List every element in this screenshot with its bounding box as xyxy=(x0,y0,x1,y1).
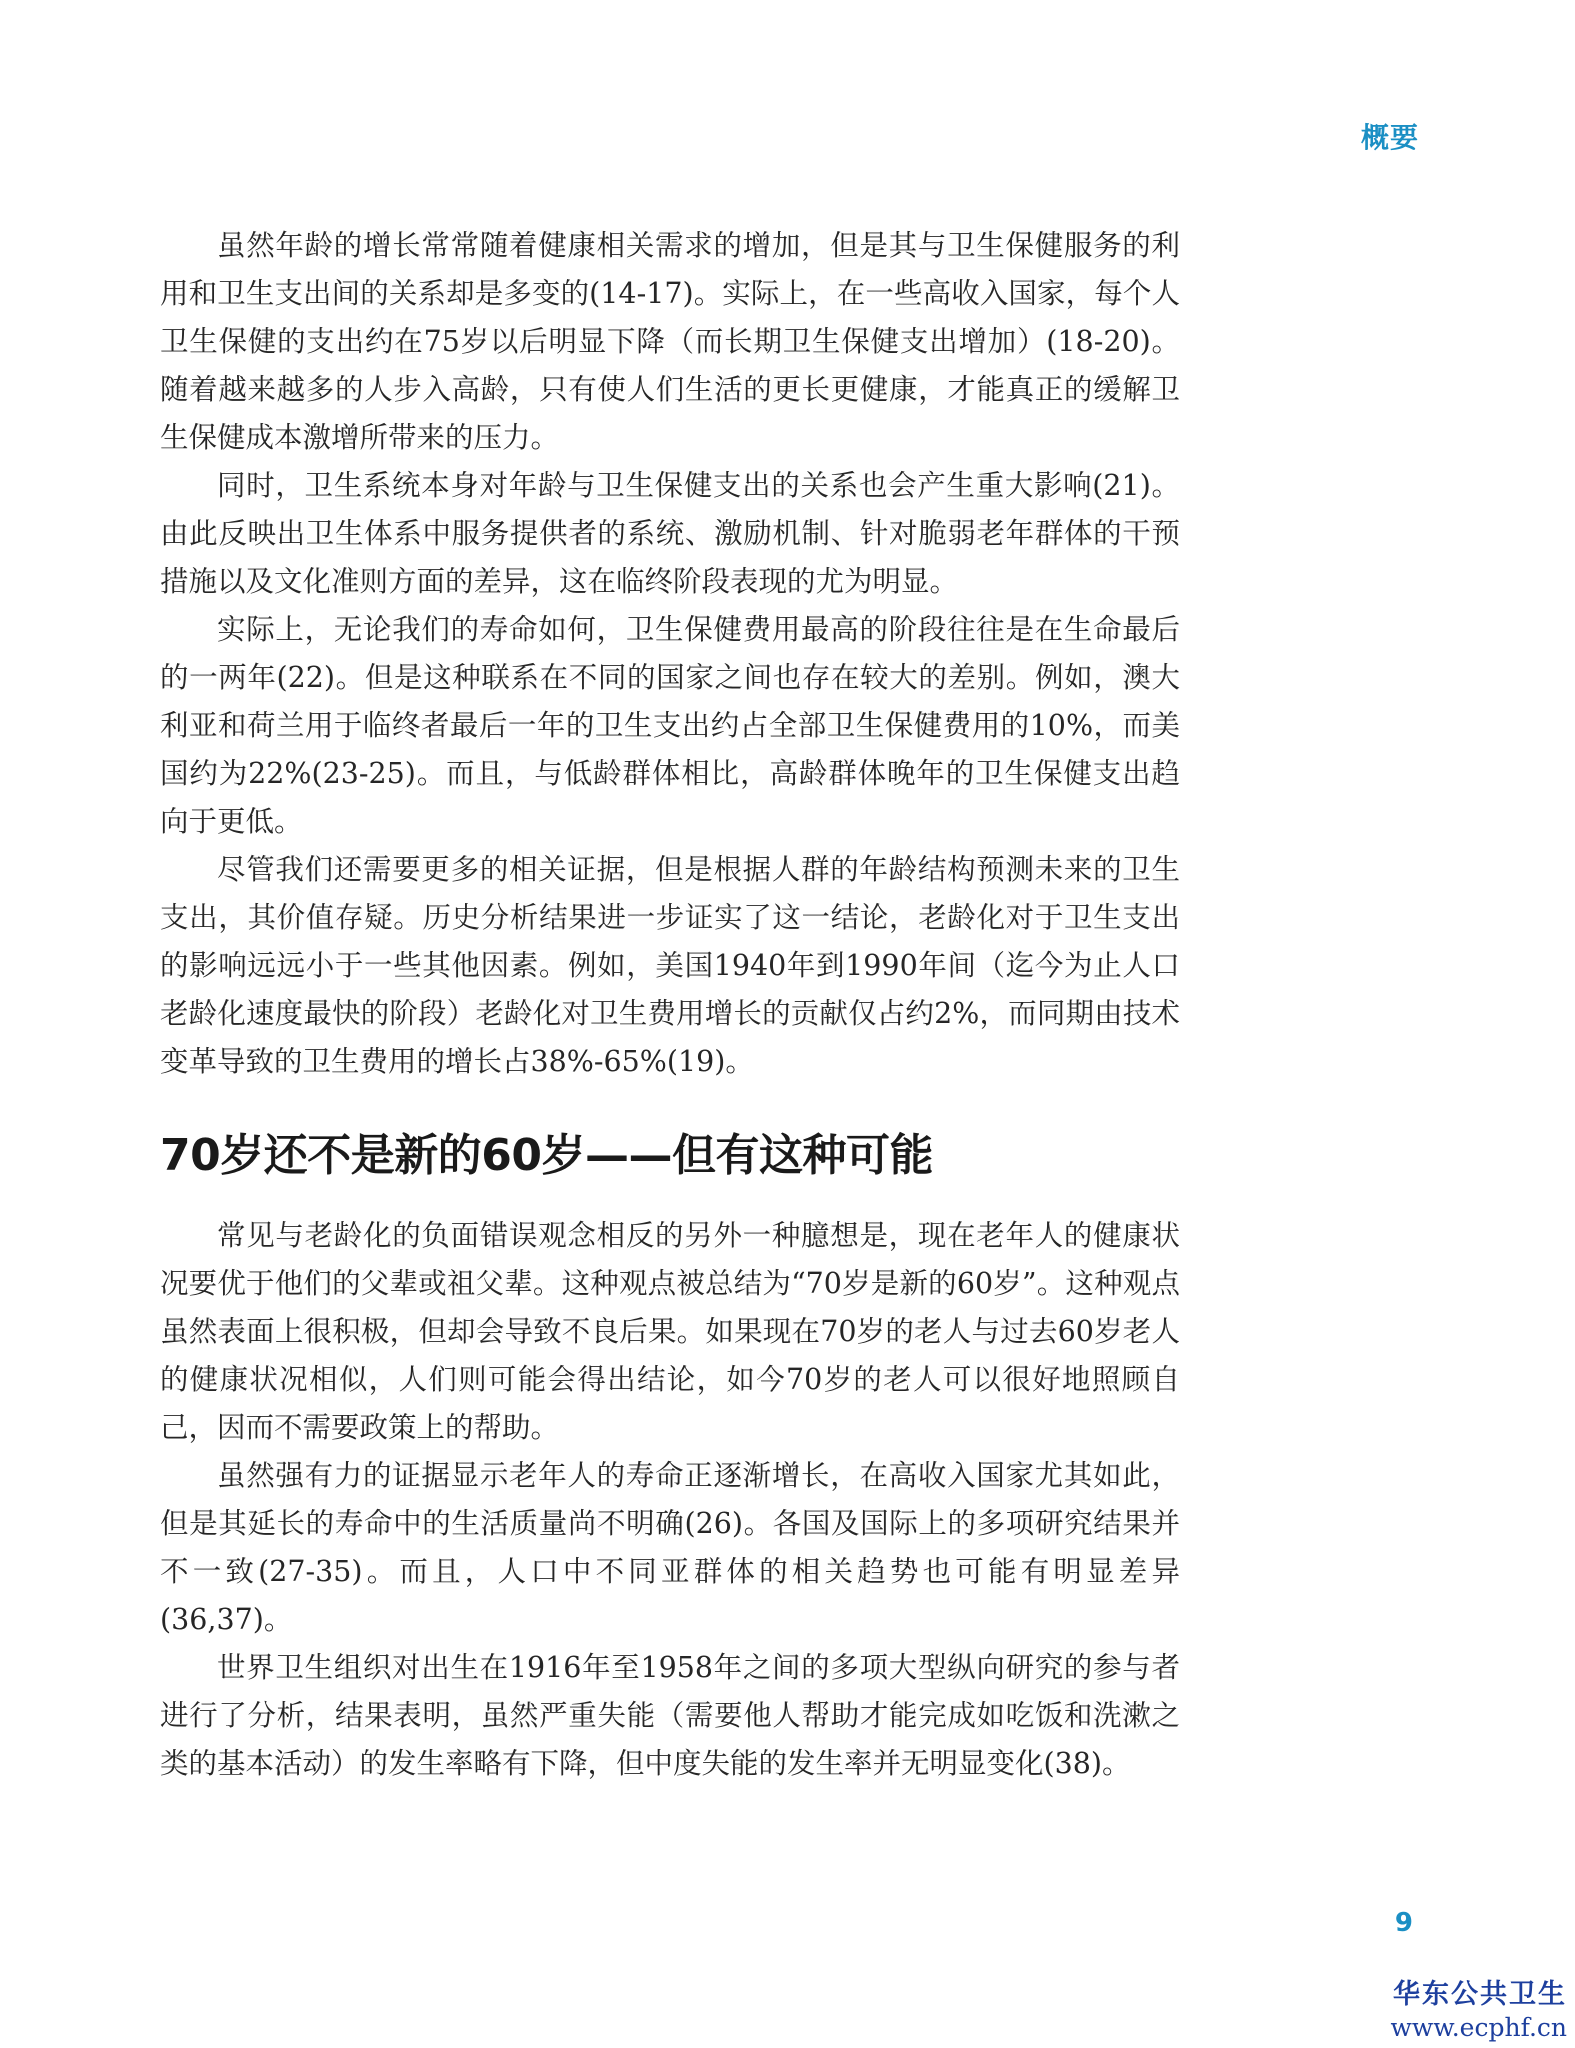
page-number: 9 xyxy=(1394,1908,1413,1938)
body-paragraph: 实际上，无论我们的寿命如何，卫生保健费用最高的阶段往往是在生命最后的一两年(22)。但是这种联系在不同的国家之间也存在较大的差别。例如，澳大利亚和荷兰用于临终者最后一年的卫生支出约占全部卫生保健费用的10%，而美国约为22%(23-25)。而且，与低龄群体相比，高龄群体晚年的卫生保健支出趋向于更低。 xyxy=(160,613,1180,838)
section-tag: 概要 xyxy=(1360,121,1419,154)
body-paragraph: 尽管我们还需要更多的相关证据，但是根据人群的年龄结构预测未来的卫生支出，其价值存疑。历史分析结果进一步证实了这一结论，老龄化对于卫生支出的影响远远小于一些其他因素。例如，美国1940年到1990年间（迄今为止人口老龄化速度最快的阶段）老龄化对卫生费用增长的贡献仅占约2%，而同期由技术变革导致的卫生费用的增长占38%-65%(19)。 xyxy=(160,853,1180,1078)
watermark xyxy=(1365,1978,1575,2044)
body-paragraph: 虽然强有力的证据显示老年人的寿命正逐渐增长，在高收入国家尤其如此，但是其延长的寿命中的生活质量尚不明确(26)。各国及国际上的多项研究结果并不一致(27-35)。而且，人口中不同亚群体的相关趋势也可能有明显差异(36,37)。 xyxy=(160,1459,1180,1636)
body-paragraph: 世界卫生组织对出生在1916年至1958年之间的多项大型纵向研究的参与者进行了分析，结果表明，虽然严重失能（需要他人帮助才能完成如吃饭和洗漱之类的基本活动）的发生率略有下降，但中度失能的发生率并无明显变化(38)。 xyxy=(160,1651,1180,1780)
body-paragraph: 同时，卫生系统本身对年龄与卫生保健支出的关系也会产生重大影响(21)。由此反映出卫生体系中服务提供者的系统、激励机制、针对脆弱老年群体的干预措施以及文化准则方面的差异，这在临终阶段表现的尤为明显。 xyxy=(160,469,1180,598)
body-paragraph: 常见与老龄化的负面错误观念相反的另外一种臆想是，现在老年人的健康状况要优于他们的父辈或祖父辈。这种观点被总结为“70岁是新的60岁”。这种观点虽然表面上很积极，但却会导致不良后果。如果现在70岁的老人与过去60岁老人的健康状况相似，人们则可能会得出结论，如今70岁的老人可以很好地照顾自己，因而不需要政策上的帮助。 xyxy=(160,1219,1180,1444)
page-content xyxy=(160,222,1180,1788)
watermark-url: www.ecphf.cn xyxy=(1390,2013,1567,2042)
section-heading: 70岁还不是新的60岁——但有这种可能 xyxy=(160,1130,933,1181)
watermark-name: 华东公共卫生 xyxy=(1393,1979,1567,2010)
body-paragraph: 虽然年龄的增长常常随着健康相关需求的增加，但是其与卫生保健服务的利用和卫生支出间的关系却是多变的(14-17)。实际上，在一些高收入国家，每个人卫生保健的支出约在75岁以后明显下降（而长期卫生保健支出增加）(18-20)。随着越来越多的人步入高龄，只有使人们生活的更长更健康，才能真正的缓解卫生保健成本激增所带来的压力。 xyxy=(160,229,1180,454)
